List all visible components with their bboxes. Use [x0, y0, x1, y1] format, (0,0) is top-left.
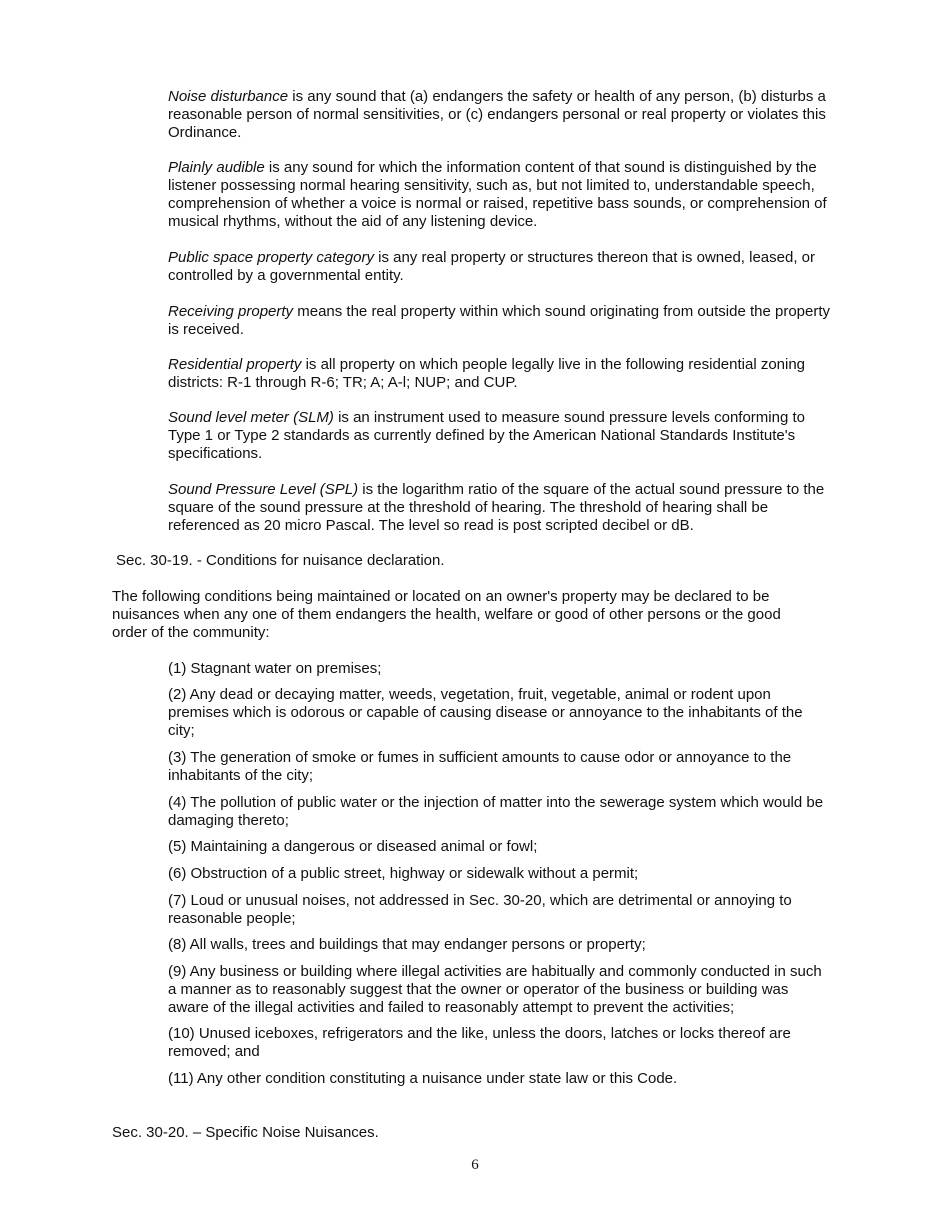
definition-text: is any real property or structures thereon that is owned, leased, or controlled by a governmental entity. — [168, 249, 816, 284]
list-item: (11) Any other condition constituting a nuisance under state law or this Code. — [168, 1070, 678, 1087]
definition-term: Noise disturbance — [168, 88, 289, 105]
list-item: (8) All walls, trees and buildings that may endanger persons or property; — [168, 936, 646, 953]
definition-residential-property — [168, 356, 840, 392]
definition-text: means the real property within which sound originating from outside the property is received. — [168, 303, 831, 338]
definition-term: Sound Pressure Level (SPL) — [168, 481, 359, 498]
section-20-heading: Sec. 30-20. – Specific Noise Nuisances. — [112, 1124, 379, 1141]
definition-public-space-property-category — [168, 249, 840, 285]
definition-term: Residential property — [168, 356, 302, 373]
section-19-intro: The following conditions being maintained or located on an owner's property may be declared to be nuisances when any one of them endangers the health, welfare or good of other persons or the good order of the community: — [112, 588, 781, 641]
list-item: (9) Any business or building where illegal activities are habitually and commonly conducted in such a manner as to reasonably suggest that the owner or operator of the business or building was aware of the illegal activities and failed to reasonably attempt to prevent the activities; — [168, 963, 822, 1016]
list-item: (7) Loud or unusual noises, not addressed in Sec. 30-20, which are detrimental or annoying to reasonable people; — [168, 892, 792, 927]
page-number: 6 — [471, 1157, 479, 1173]
list-item: (2) Any dead or decaying matter, weeds, vegetation, fruit, vegetable, animal or rodent upon premises which is odorous or capable of causing disease or annoyance to the inhabitants of the city; — [168, 686, 803, 739]
definition-term: Sound level meter (SLM) — [168, 409, 334, 426]
definition-text: is the logarithm ratio of the square of the actual sound pressure to the square of the sound pressure at the threshold of hearing. The threshold of hearing shall be referenced as 20 micro Pascal. The level so read is post scripted decibel or dB. — [168, 481, 825, 534]
definition-term: Plainly audible — [168, 159, 265, 176]
definition-text: is any sound that (a) endangers the safety or health of any person, (b) disturbs a reasonable person of normal sensitivities, or (c) endangers personal or real property or violates this Ordinance. — [168, 88, 826, 141]
list-item: (1) Stagnant water on premises; — [168, 660, 382, 677]
section-19-heading: Sec. 30-19. - Conditions for nuisance declaration. — [116, 552, 445, 569]
definition-text: is any sound for which the information content of that sound is distinguished by the listener possessing normal hearing sensitivity, such as, but not limited to, understandable speech, comprehension of whether a voice is normal or raised, repetitive bass sounds, or comprehension of musical rhythms, without the aid of any listening device. — [168, 159, 827, 230]
definition-receiving-property — [168, 303, 840, 339]
list-item: (4) The pollution of public water or the injection of matter into the sewerage system which would be damaging thereto; — [168, 794, 824, 829]
list-item: (10) Unused iceboxes, refrigerators and the like, unless the doors, latches or locks thereof are removed; and — [168, 1025, 791, 1060]
definition-sound-level-meter — [168, 409, 840, 463]
definition-plainly-audible — [168, 159, 840, 231]
list-item: (5) Maintaining a dangerous or diseased animal or fowl; — [168, 838, 538, 855]
list-item: (3) The generation of smoke or fumes in sufficient amounts to cause odor or annoyance to the inhabitants of the city; — [168, 749, 792, 784]
definition-sound-pressure-level — [168, 481, 840, 535]
definition-term: Public space property category — [168, 249, 374, 266]
definition-text: is all property on which people legally live in the following residential zoning districts: R-1 through R-6; TR; A; A-l; NUP; and CUP. — [168, 356, 806, 391]
definition-noise-disturbance — [168, 88, 840, 142]
definition-term: Receiving property — [168, 303, 294, 320]
definition-text: is an instrument used to measure sound pressure levels conforming to Type 1 or Type 2 standards as currently defined by the American National Standards Institute's specifications. — [168, 409, 805, 462]
list-item: (6) Obstruction of a public street, highway or sidewalk without a permit; — [168, 865, 639, 882]
